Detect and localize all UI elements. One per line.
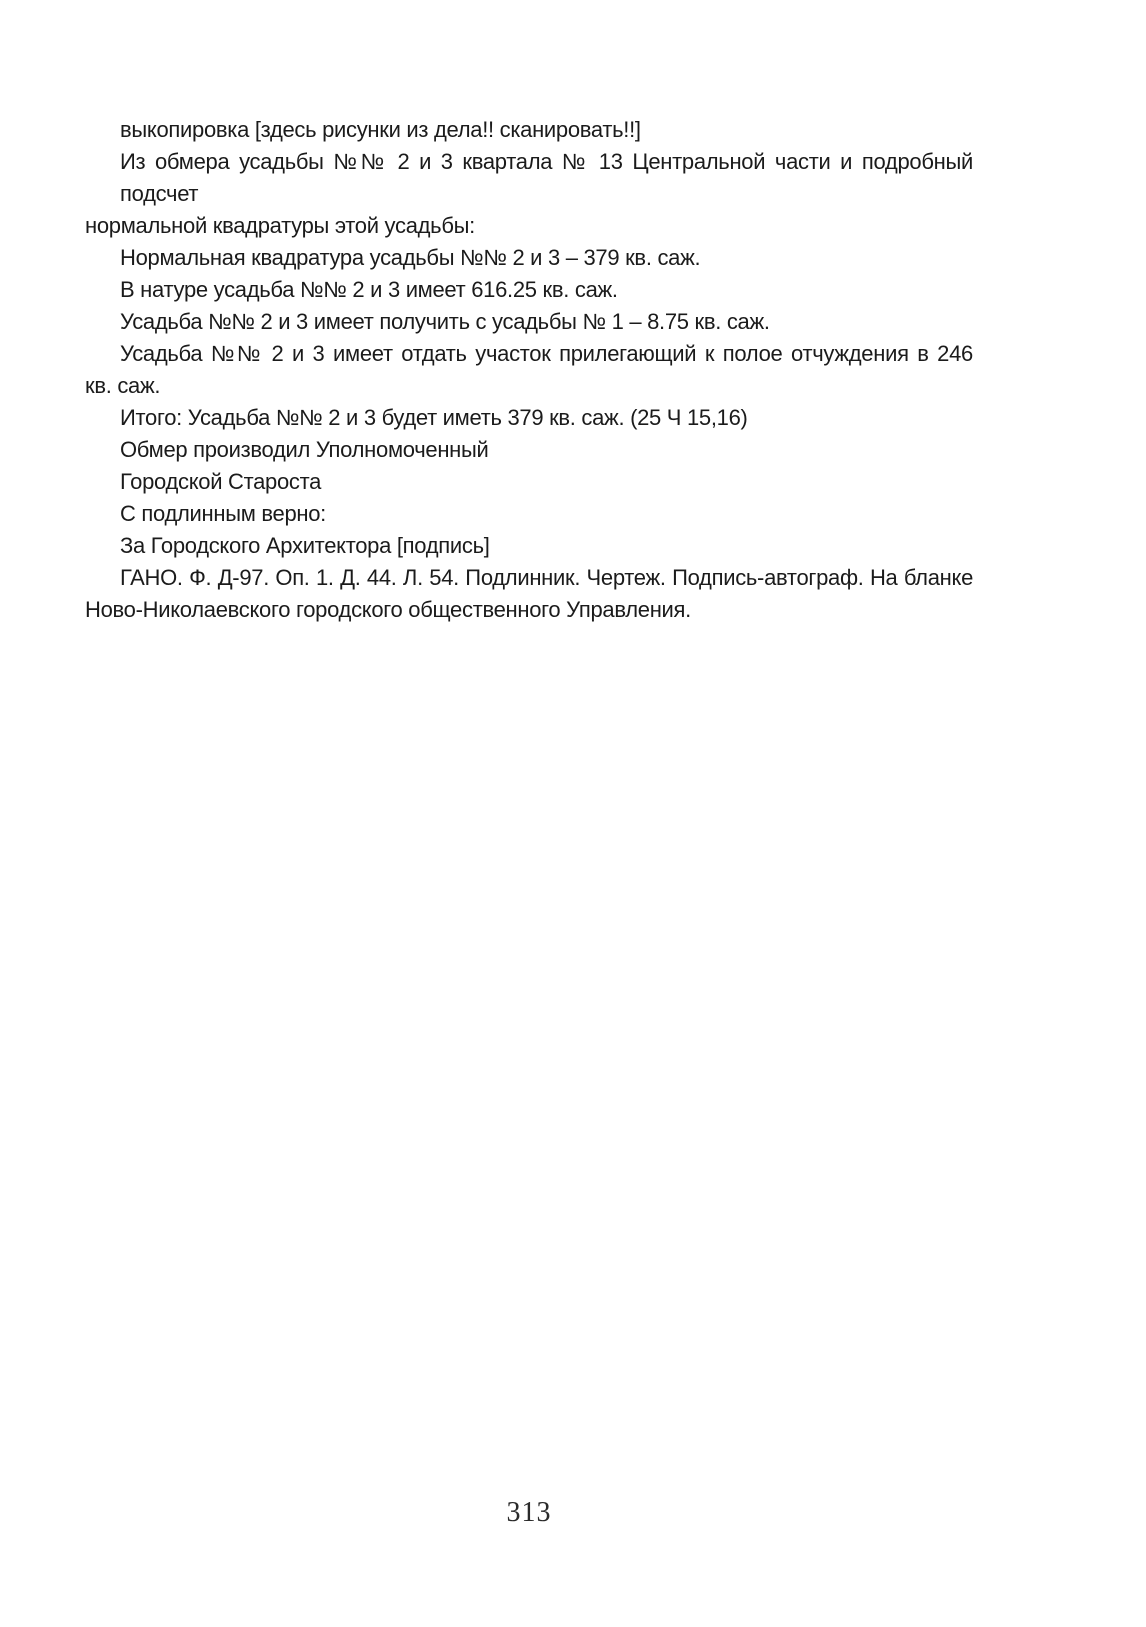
text-line: С подлинным верно: bbox=[120, 501, 326, 526]
text-line: Из обмера усадьбы №№ 2 и 3 квартала № 13 Центральной части и подробный подсчет bbox=[120, 149, 973, 206]
text-line: В натуре усадьба №№ 2 и 3 имеет 616.25 кв. саж. bbox=[120, 277, 618, 302]
text-line: ГАНО. Ф. Д-97. Оп. 1. Д. 44. Л. 54. Подлинник. Чертеж. Подпись-автограф. На бланке bbox=[120, 565, 973, 590]
text-line: Итого: Усадьба №№ 2 и 3 будет иметь 379 кв. саж. (25 Ч 15,16) bbox=[120, 405, 748, 430]
text-line: Нормальная квадратура усадьбы №№ 2 и 3 – 379 кв. саж. bbox=[120, 245, 701, 270]
document-text-block bbox=[85, 114, 973, 626]
text-line: Ново-Николаевского городского общественного Управления. bbox=[85, 597, 691, 622]
text-line: нормальной квадратуры этой усадьбы: bbox=[85, 213, 475, 238]
page-number: 313 bbox=[506, 1497, 552, 1528]
text-line: Обмер производил Уполномоченный bbox=[120, 437, 489, 462]
text-line: Усадьба №№ 2 и 3 имеет получить с усадьбы № 1 – 8.75 кв. саж. bbox=[120, 309, 770, 334]
text-line: За Городского Архитектора [подпись] bbox=[120, 533, 490, 558]
text-line: Городской Староста bbox=[120, 469, 322, 494]
text-line: кв. саж. bbox=[85, 373, 161, 398]
text-line: Усадьба №№ 2 и 3 имеет отдать участок прилегающий к полое отчуждения в 246 bbox=[120, 341, 973, 366]
text-line: выкопировка [здесь рисунки из дела!! сканировать!!] bbox=[120, 117, 641, 142]
